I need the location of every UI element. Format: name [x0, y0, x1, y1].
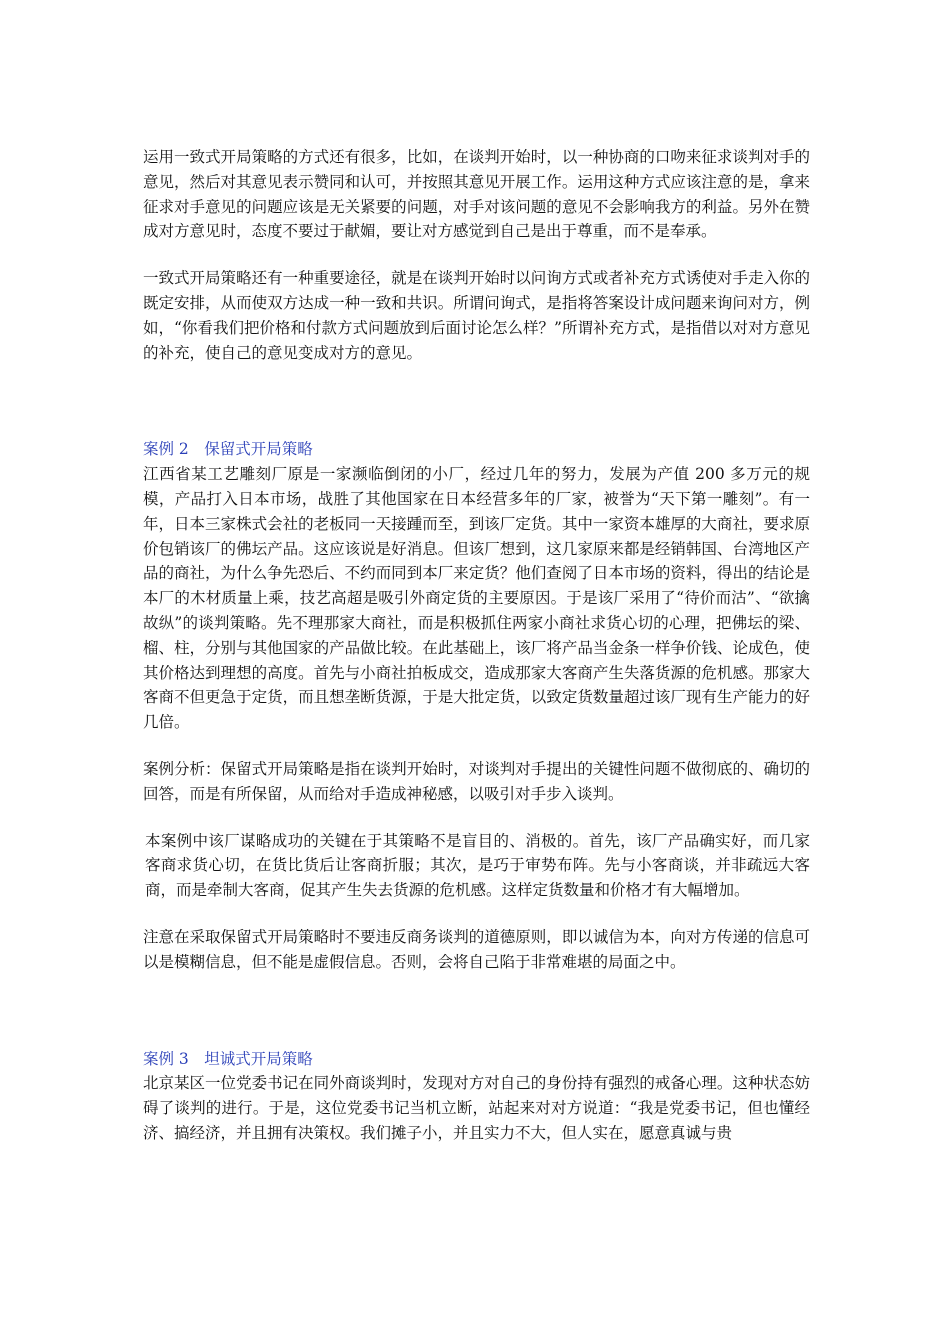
case-3-body: 北京某区一位党委书记在同外商谈判时，发现对方对自己的身份持有强烈的戒备心理。这种状态妨碍了谈判的进行。于是，这位党委书记当机立断，站起来对对方说道：“我是党委书记，但也懂经济、搞经济，并且拥有决策权。我们摊子小，并且实力不大，但人实在，愿意真诚与贵 — [143, 1074, 810, 1142]
case-2-analysis: 案例分析：保留式开局策略是指在谈判开始时，对谈判对手提出的关键性问题不做彻底的、确切的回答，而是有所保留，从而给对手造成神秘感，以吸引对手步入谈判。 — [143, 759, 810, 803]
case-2-key-success: 本案例中该厂谋略成功的关键在于其策略不是盲目的、消极的。首先，该厂产品确实好，而几家客商求货心切，在货比货后让客商折服；其次，是巧于审势布阵。先与小客商谈，并非疏远大客商，而是牵制大客商，促其产生失去货源的危机感。这样定货数量和价格才有大幅增加。 — [145, 831, 810, 900]
case-2-note: 注意在采取保留式开局策略时不要违反商务谈判的道德原则，即以诚信为本，向对方传递的信息可以是模糊信息，但不能是虚假信息。否则，会将自己陷于非常难堪的局面之中。 — [143, 927, 810, 971]
case-2-heading: 案例 2 保留式开局策略 — [143, 440, 313, 459]
document-body — [143, 145, 810, 1146]
paragraph-consistent-strategy-methods: 运用一致式开局策略的方式还有很多，比如，在谈判开始时，以一种协商的口吻来征求谈判对手的意见，然后对其意见表示赞同和认可，并按照其意见开展工作。运用这种方式应该注意的是，拿来征求对手意见的问题应该是无关紧要的问题，对手对该问题的意见不会影响我方的利益。另外在赞成对方意见时，态度不要过于献媚，要让对方感觉到自己是出于尊重，而不是奉承。 — [143, 148, 810, 241]
case-2-body: 江西省某工艺雕刻厂原是一家濒临倒闭的小厂，经过几年的努力，发展为产值 200 多万元的规模，产品打入日本市场，战胜了其他国家在日本经营多年的厂家，被誉为“天下第一雕刻”。有一年，日本三家株式会社的老板同一天接踵而至，到该厂定货。其中一家资本雄厚的大商社，要求原价包销该厂的佛坛产品。这应该说是好消息。但该厂想到，这几家原来都是经销韩国、台湾地区产品的商社，为什么争先恐后、不约而同到本厂来定货？他们查阅了日本市场的资料，得出的结论是本厂的木材质量上乘，技艺高超是吸引外商定货的主要原因。于是该厂采用了“待价而沽”、“欲擒故纵”的谈判策略。先不理那家大商社，而是积极抓住两家小商社求货心切的心理，把佛坛的梁、榴、柱，分别与其他国家的产品做比较。在此基础上，该厂将产品当金条一样争价钱、论成色，使其价格达到理想的高度。首先与小商社拍板成交，造成那家大客商产生失落货源的危机感。那家大客商不但更急于定货，而且想垄断货源，于是大批定货，以致定货数量超过该厂现有生产能力的好几倍。 — [143, 465, 810, 732]
paragraph-consistent-strategy-approach: 一致式开局策略还有一种重要途径，就是在谈判开始时以问询方式或者补充方式诱使对手走入你的既定安排，从而使双方达成一种一致和共识。所谓问询式，是指将答案设计成问题来询问对方，例如，“你看我们把价格和付款方式问题放到后面讨论怎么样？”所谓补充方式，是指借以对对方意见的补充，使自己的意见变成对方的意见。 — [143, 269, 810, 362]
case-3-heading: 案例 3 坦诚式开局策略 — [143, 1049, 313, 1068]
